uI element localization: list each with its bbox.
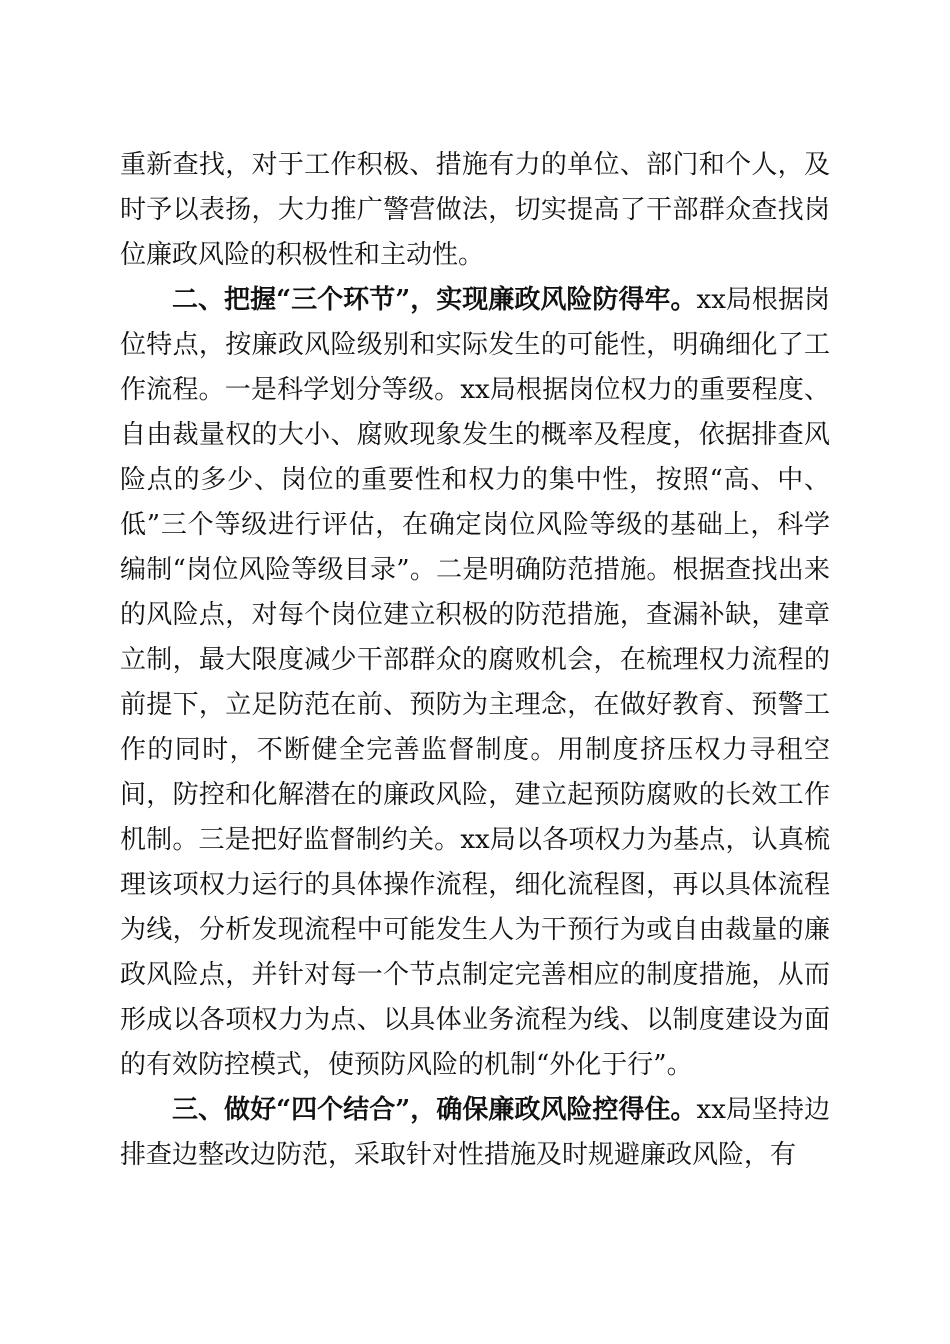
paragraph-section-3 bbox=[120, 1088, 830, 1178]
paragraph-text: 重新查找，对于工作积极、措施有力的单位、部门和个人，及时予以表扬，大力推广警营做法，切实提高了干部群众查找岗位廉政风险的积极性和主动性。 bbox=[120, 150, 830, 270]
paragraph-continuation bbox=[120, 143, 830, 278]
section-heading: 二、把握“三个环节”，实现廉政风险防得牢。 bbox=[172, 285, 697, 315]
paragraph-text: xx局根据岗位特点，按廉政风险级别和实际发生的可能性，明确细化了工作流程。一是科学划分等级。xx局根据岗位权力的重要程度、自由裁量权的大小、腐败现象发生的概率及程度，依据排查风险点的多少、岗位的重要性和权力的集中性，按照“高、中、低”三个等级进行评估，在确定岗位风险等级的基础上，科学编制“岗位风险等级目录”。二是明确防范措施。根据查找出来的风险点，对每个岗位建立积极的防范措施，查漏补缺，建章立制，最大限度减少干部群众的腐败机会，在梳理权力流程的前提下，立足防范在前、预防为主理念，在做好教育、预警工作的同时，不断健全完善监督制度。用制度挤压权力寻租空间，防控和化解潜在的廉政风险，建立起预防腐败的长效工作机制。三是把好监督制约关。xx局以各项权力为基点，认真梳理该项权力运行的具体操作流程，细化流程图，再以具体流程为线，分析发现流程中可能发生人为干预行为或自由裁量的廉政风险点，并针对每一个节点制定完善相应的制度措施，从而形成以各项权力为点、以具体业务流程为线、以制度建设为面的有效防控模式，使预防风险的机制“外化于行”。 bbox=[120, 285, 830, 1080]
section-heading: 三、做好“四个结合”，确保廉政风险控得住。 bbox=[172, 1095, 697, 1125]
paragraph-text: xx局坚持边排查边整改边防范，采取针对性措施及时规避廉政风险，有 bbox=[120, 1095, 830, 1170]
document-body bbox=[120, 143, 830, 1178]
paragraph-section-2 bbox=[120, 278, 830, 1088]
